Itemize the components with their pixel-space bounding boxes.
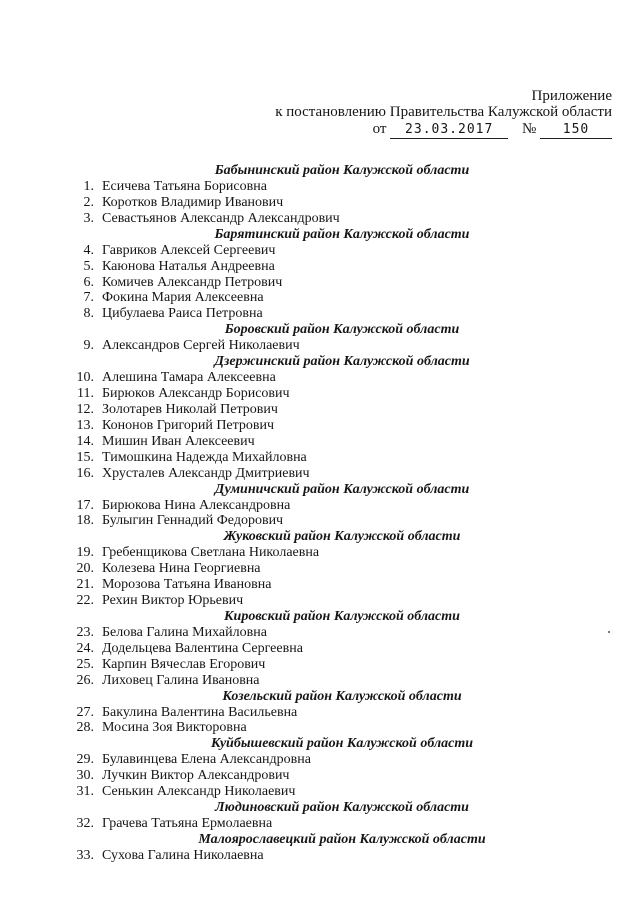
item-number: 11.	[77, 386, 94, 402]
item-number: 16.	[76, 465, 94, 481]
item-number: 20.	[76, 561, 94, 577]
list-item	[72, 370, 572, 386]
item-number: 24.	[76, 640, 94, 656]
person-name: Додельцева Валентина Сергеевна	[102, 640, 303, 656]
list-item	[72, 259, 572, 275]
item-number: 29.	[76, 752, 94, 768]
item-number: 5.	[83, 258, 94, 274]
list-item	[72, 195, 572, 211]
person-name: Севастьянов Александр Александрович	[102, 210, 340, 226]
list-item	[72, 466, 572, 482]
item-number: 10.	[76, 370, 94, 386]
item-number: 28.	[76, 720, 94, 736]
date-field	[390, 121, 508, 139]
person-name: Коротков Владимир Иванович	[102, 194, 284, 210]
district-heading: Дзержинский район Калужской области	[214, 354, 470, 370]
person-name: Грачева Татьяна Ермолаевна	[102, 816, 273, 832]
person-name: Золотарев Николай Петрович	[102, 401, 278, 417]
person-name: Кононов Григорий Петрович	[102, 417, 275, 433]
item-number: 21.	[76, 577, 94, 593]
person-name: Булыгин Геннадий Федорович	[102, 513, 284, 529]
district-block	[72, 609, 572, 689]
district-block	[72, 800, 572, 832]
number-prefix: №	[521, 121, 537, 137]
item-number: 31.	[76, 784, 94, 800]
person-name: Хрусталев Александр Дмитриевич	[102, 465, 310, 481]
item-number: 2.	[83, 194, 94, 210]
item-number: 33.	[76, 848, 94, 863]
district-block	[72, 482, 572, 530]
list-item	[72, 657, 572, 673]
list-item	[72, 577, 572, 593]
item-number: 32.	[76, 816, 94, 832]
list-item	[72, 306, 572, 322]
list-item	[72, 498, 572, 514]
person-name: Колезева Нина Георгиевна	[102, 561, 261, 577]
item-number: 25.	[76, 656, 94, 672]
list-item	[72, 561, 572, 577]
list-item	[72, 275, 572, 291]
person-name: Фокина Мария Алексеевна	[102, 290, 264, 306]
list-item	[72, 848, 572, 864]
person-name: Сухова Галина Николаевна	[102, 848, 264, 863]
person-name: Мосина Зоя Викторовна	[102, 720, 247, 736]
list-item	[72, 545, 572, 561]
district-heading: Думиничский район Калужской области	[214, 481, 470, 497]
person-name: Алешина Тамара Алексеевна	[102, 370, 276, 386]
list-item	[72, 450, 572, 466]
list-item	[72, 243, 572, 259]
person-name: Александров Сергей Николаевич	[102, 338, 300, 354]
list-item	[72, 641, 572, 657]
person-name: Цибулаева Раиса Петровна	[102, 306, 263, 322]
appendix-title: Приложение	[531, 88, 612, 104]
list-item	[72, 418, 572, 434]
district-block	[72, 529, 572, 609]
item-number: 7.	[83, 290, 94, 306]
item-number: 27.	[76, 704, 94, 720]
list-item	[72, 593, 572, 609]
item-number: 4.	[83, 242, 94, 258]
district-heading: Кировский район Калужской области	[224, 608, 460, 624]
item-number: 15.	[76, 449, 94, 465]
district-heading: Куйбышевский район Калужской области	[210, 736, 474, 752]
item-number: 30.	[76, 768, 94, 784]
date-value: 23.03.2017	[405, 122, 494, 137]
date-prefix: от	[372, 121, 387, 137]
person-name: Тимошкина Надежда Михайловна	[102, 449, 307, 465]
appendix-header	[275, 88, 612, 139]
item-number: 3.	[83, 210, 94, 226]
number-value: 150	[562, 122, 590, 137]
date-number-line	[275, 121, 612, 139]
item-number: 8.	[83, 306, 94, 322]
list-item	[72, 625, 572, 641]
person-name: Морозова Татьяна Ивановна	[102, 577, 272, 593]
district-heading: Жуковский район Калужской области	[223, 529, 461, 545]
item-number: 26.	[76, 672, 94, 688]
list-item	[72, 402, 572, 418]
person-name: Бирюков Александр Борисович	[102, 386, 290, 402]
district-heading: Бабынинский район Калужской области	[214, 163, 470, 178]
district-heading: Барятинский район Калужской области	[214, 226, 470, 242]
district-heading: Малоярославецкий район Калужской области	[198, 832, 486, 847]
list-item	[72, 720, 572, 736]
item-number: 12.	[76, 401, 94, 417]
district-block	[72, 354, 572, 481]
person-name: Гребенщикова Светлана Николаевна	[102, 545, 320, 561]
person-name: Каюнова Наталья Андреевна	[102, 258, 275, 274]
item-number: 23.	[76, 624, 94, 640]
district-block	[72, 832, 572, 864]
list-item	[72, 338, 572, 354]
number-field	[540, 121, 612, 139]
person-name: Сенькин Александр Николаевич	[102, 784, 296, 800]
list-item	[72, 211, 572, 227]
person-name: Белова Галина Михайловна	[102, 624, 267, 640]
person-name: Мишин Иван Алексеевич	[102, 433, 255, 449]
item-number: 19.	[76, 545, 94, 561]
district-block	[72, 322, 572, 354]
item-number: 17.	[76, 497, 94, 513]
district-block	[72, 689, 572, 737]
district-block	[72, 163, 572, 227]
district-heading: Людиновский район Калужской области	[215, 800, 469, 816]
list-item	[72, 673, 572, 689]
item-number: 1.	[83, 179, 94, 194]
item-number: 22.	[76, 593, 94, 609]
list-item	[72, 513, 572, 529]
item-number: 14.	[76, 433, 94, 449]
person-name: Бакулина Валентина Васильевна	[102, 704, 298, 720]
person-name: Комичев Александр Петрович	[102, 274, 283, 290]
list-item	[72, 179, 572, 195]
person-name: Рехин Виктор Юрьевич	[102, 593, 244, 609]
list-item	[72, 386, 572, 402]
item-number: 13.	[76, 417, 94, 433]
person-name: Лучкин Виктор Александрович	[102, 768, 290, 784]
list-item	[72, 816, 572, 832]
district-heading: Козельский район Калужской области	[222, 688, 462, 704]
person-name: Лиховец Галина Ивановна	[102, 672, 260, 688]
list-item	[72, 784, 572, 800]
list-item	[72, 290, 572, 306]
district-block	[72, 736, 572, 800]
list-item	[72, 768, 572, 784]
person-name: Карпин Вячеслав Егорович	[102, 656, 266, 672]
person-name: Бирюкова Нина Александровна	[102, 497, 291, 513]
list-item	[72, 752, 572, 768]
list-item	[72, 705, 572, 721]
scan-dot	[608, 631, 610, 633]
district-heading: Боровский район Калужской области	[224, 322, 460, 338]
person-name: Гавриков Алексей Сергеевич	[102, 242, 276, 258]
person-name: Булавинцева Елена Александровна	[102, 752, 311, 768]
person-name: Есичева Татьяна Борисовна	[102, 179, 267, 194]
district-block	[72, 227, 572, 323]
item-number: 18.	[76, 513, 94, 529]
resolution-reference: к постановлению Правительства Калужской области	[275, 104, 612, 120]
item-number: 9.	[83, 338, 94, 354]
district-list	[72, 163, 572, 864]
list-item	[72, 434, 572, 450]
item-number: 6.	[83, 274, 94, 290]
